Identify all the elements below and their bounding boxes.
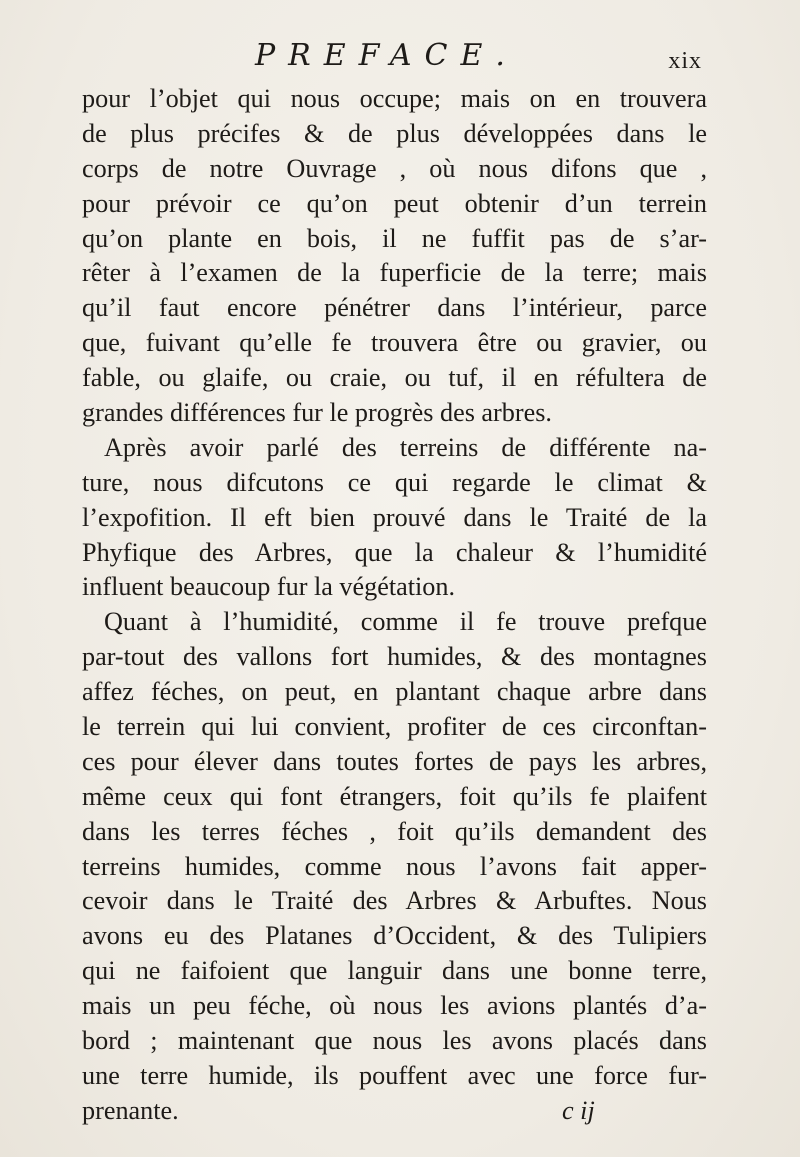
signature-mark: c ij [562,1095,595,1125]
text-line: qui ne faifoient que languir dans une bonne terre, [82,956,707,986]
text-line: qu’on plante en bois, il ne fuffit pas de s’ar- [82,223,707,253]
text-line: fable, ou glaife, ou craie, ou tuf, il en réfultera de [82,363,707,393]
text-line: le terrein qui lui convient, profiter de ces circonftan- [82,712,707,742]
text-line: que, fuivant qu’elle fe trouvera être ou gravier, ou [82,328,707,358]
text-line: corps de notre Ouvrage , où nous difons que , [82,153,707,183]
text-line: pour l’objet qui nous occupe; mais on en trouvera [82,84,707,113]
text-line: même ceux qui font étrangers, foit qu’ils fe plaifent [82,781,707,811]
text-line: affez féches, on peut, en plantant chaque arbre dans [82,677,707,707]
text-line: de plus précifes & de plus développées dans le [82,118,707,148]
page-header [0,38,800,78]
text-line: bord ; maintenant que nous les avons placés dans [82,1026,707,1056]
text-line: ture, nous difcutons ce qui regarde le climat & [82,467,707,497]
text-line: Après avoir parlé des terreins de différente na- [104,432,707,462]
text-line: une terre humide, ils pouffent avec une force fur- [82,1060,707,1090]
text-line: grandes différences fur le progrès des arbres. [82,398,552,428]
last-line [82,1094,707,1129]
text-line: l’expofition. Il eft bien prouvé dans le Traité de la [82,502,707,532]
text-line: ces pour élever dans toutes fortes de pays les arbres, [82,746,707,776]
page-number: xix [668,48,702,74]
running-title: PREFACE. [255,38,518,73]
text-line: dans les terres féches , foit qu’ils demandent des [82,816,707,846]
text-line: Phyfique des Arbres, que la chaleur & l’humidité [82,537,707,567]
text-line: mais un peu féche, où nous les avions plantés d’a- [82,991,707,1021]
text-line: cevoir dans le Traité des Arbres & Arbuftes. Nous [82,886,707,916]
text-line: rêter à l’examen de la fuperficie de la terre; mais [82,258,707,288]
text-line: prenante. [82,1095,179,1125]
text-line: qu’il faut encore pénétrer dans l’intérieur, parce [82,293,707,323]
text-line: pour prévoir ce qu’on peut obtenir d’un terrein [82,188,707,218]
text-line: influent beaucoup fur la végétation. [82,572,456,602]
text-line: terreins humides, comme nous l’avons fait apper- [82,851,707,881]
body-text [82,82,707,1129]
text-line: avons eu des Platanes d’Occident, & des Tulipiers [82,921,707,951]
text-line: par-tout des vallons fort humides, & des montagnes [82,642,707,672]
text-line: Quant à l’humidité, comme il fe trouve prefque [104,607,707,637]
